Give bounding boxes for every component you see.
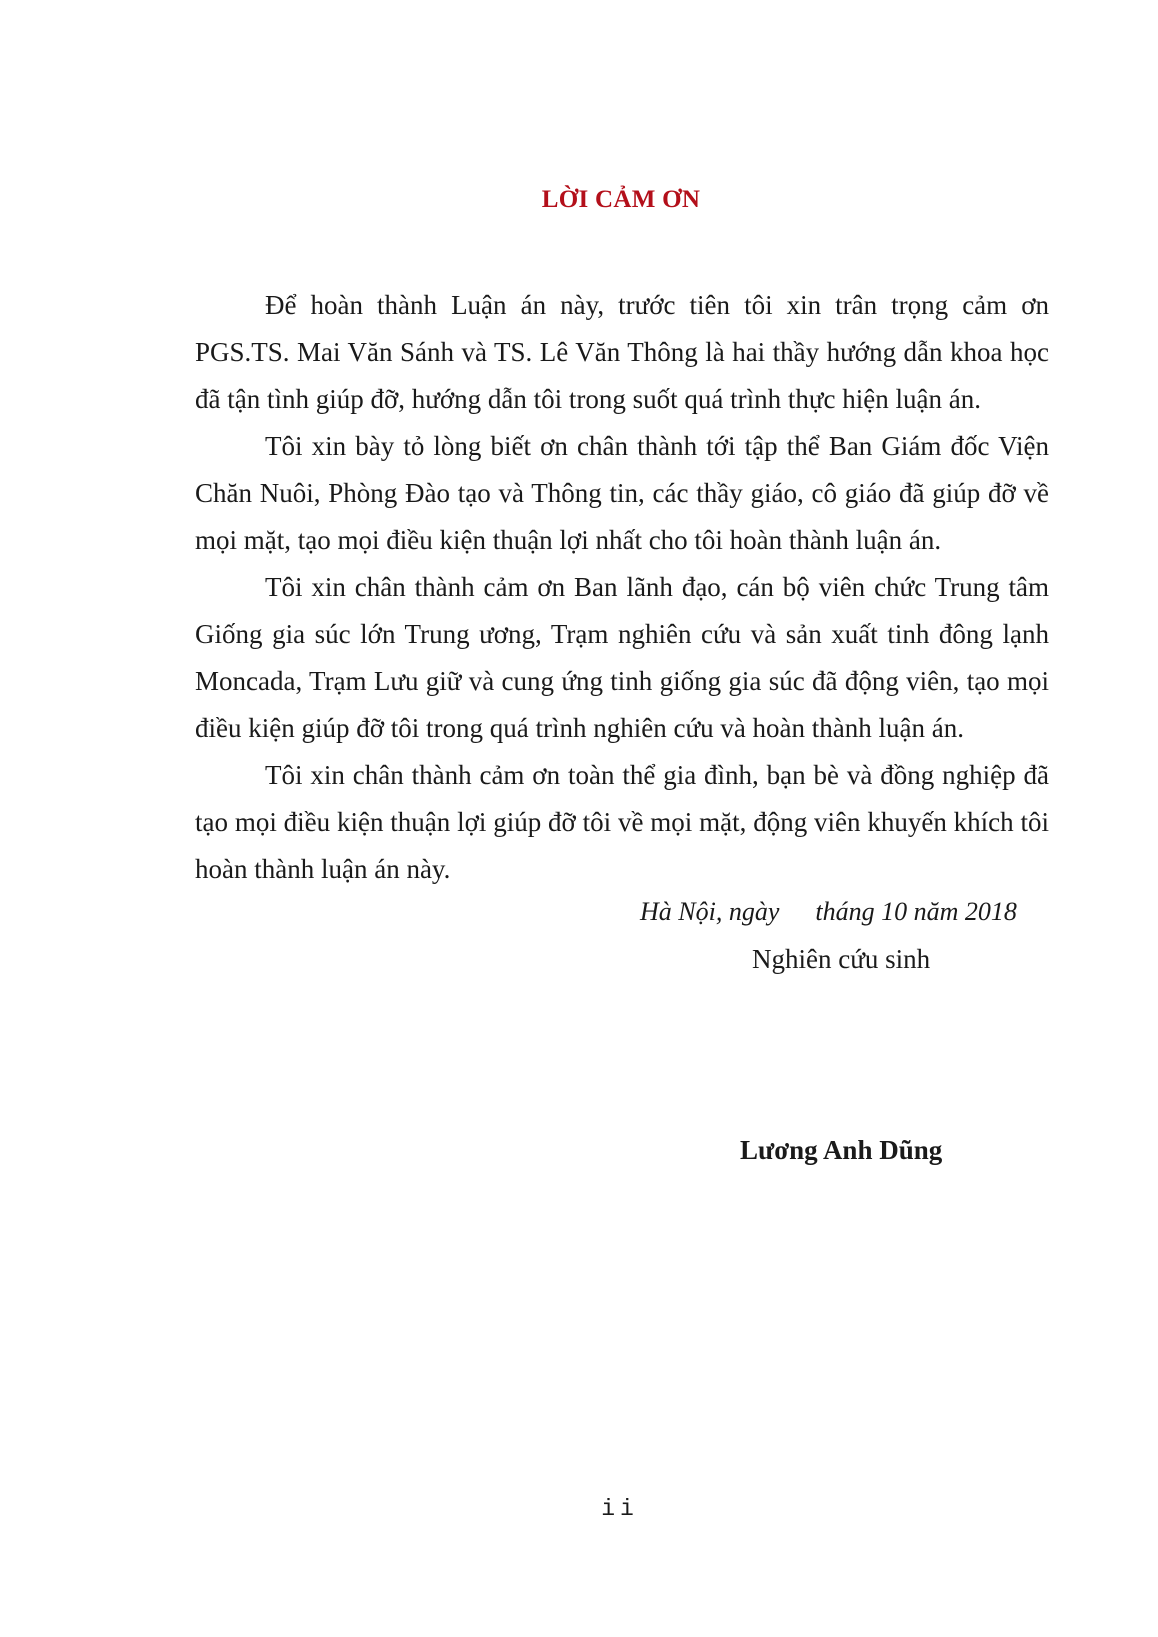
place-date [640,897,1017,927]
author-role: Nghiên cứu sinh [752,944,931,974]
place-date-right: tháng 10 năm 2018 [815,897,1017,926]
paragraph: Tôi xin bày tỏ lòng biết ơn chân thành tới tập thể Ban Giám đốc Viện Chăn Nuôi, Phòng Đào tạo và Thông tin, các thầy giáo, cô giáo đã giúp đỡ về mọi mặt, tạo mọi điều kiện thuận lợi nhất cho tôi hoàn thành luận án. [195,431,1049,555]
page-title: LỜI CẢM ƠN [541,186,701,213]
page-number: ii [601,1496,639,1522]
acknowledgement-body [195,282,1049,893]
author-name: Lương Anh Dũng [740,1135,943,1165]
place-date-left: Hà Nội, ngày [640,897,780,926]
paragraph: Tôi xin chân thành cảm ơn Ban lãnh đạo, cán bộ viên chức Trung tâm Giống gia súc lớn Trung ương, Trạm nghiên cứu và sản xuất tinh đông lạnh Moncada, Trạm Lưu giữ và cung ứng tinh giống gia súc đã động viên, tạo mọi điều kiện giúp đỡ tôi trong quá trình nghiên cứu và hoàn thành luận án. [195,572,1049,743]
paragraph: Để hoàn thành Luận án này, trước tiên tôi xin trân trọng cảm ơn PGS.TS. Mai Văn Sánh và TS. Lê Văn Thông là hai thầy hướng dẫn khoa học đã tận tình giúp đỡ, hướng dẫn tôi trong suốt quá trình thực hiện luận án. [195,290,1049,414]
paragraph: Tôi xin chân thành cảm ơn toàn thể gia đình, bạn bè và đồng nghiệp đã tạo mọi điều kiện thuận lợi giúp đỡ tôi về mọi mặt, động viên khuyến khích tôi hoàn thành luận án này. [195,760,1049,884]
